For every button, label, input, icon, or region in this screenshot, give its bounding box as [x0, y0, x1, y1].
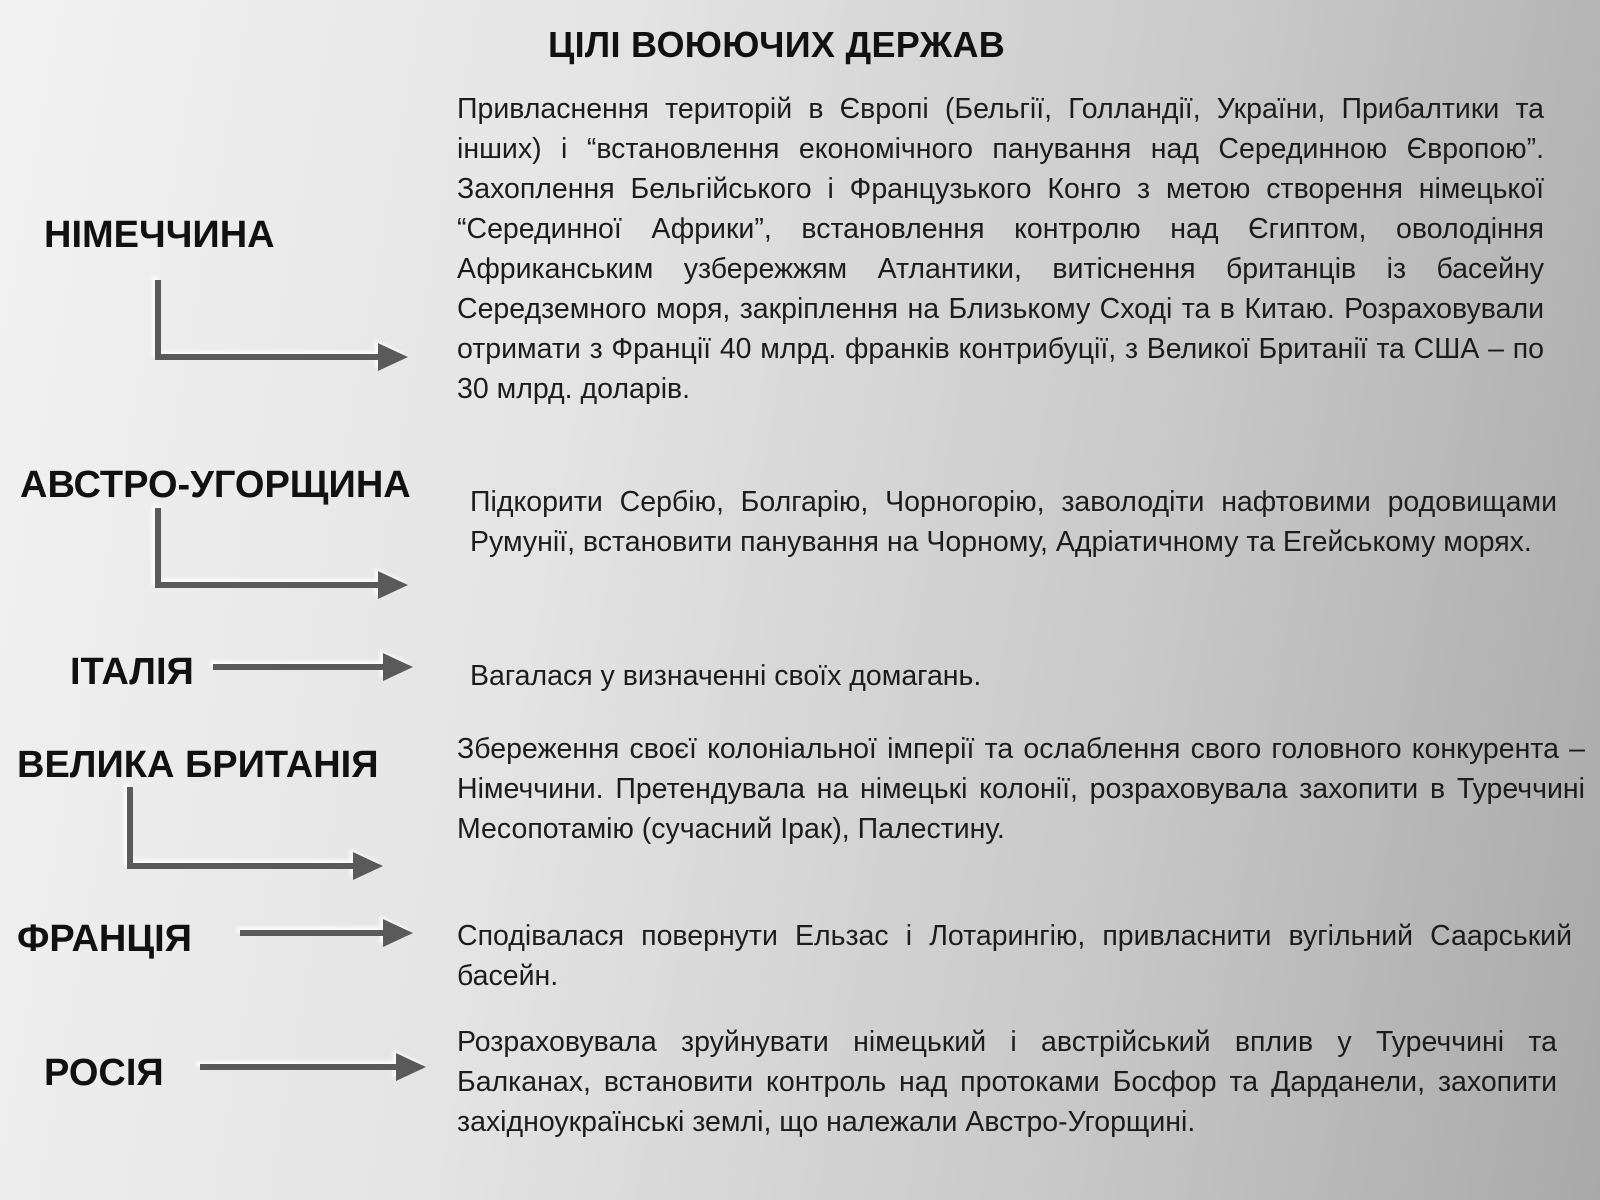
- france-straight-arrow-icon: [240, 919, 413, 947]
- country-germany: НІМЕЧЧИНА: [44, 214, 275, 256]
- great-britain-bent-arrow-icon: [130, 787, 383, 880]
- goal-italy: Вагалася у визначенні своїх домагань.: [470, 660, 982, 692]
- goal-great-britain: Збереження своєї колоніальної імперії та ослаблення свого головного конкурента – Німеччини. Претендувала на німецькі колонії, розраховувала захопити в Туреччині Месопотамію (сучасний Ірак), Палестину.: [457, 733, 1585, 845]
- goal-france: Сподівалася повернути Ельзас і Лотарингію, привласнити вугільний Саарський басейн.: [457, 920, 1572, 992]
- country-great-britain: ВЕЛИКА БРИТАНІЯ: [17, 744, 379, 786]
- country-austria-hungary: АВСТРО-УГОРЩИНА: [20, 464, 411, 506]
- country-france: ФРАНЦІЯ: [17, 918, 192, 960]
- italy-straight-arrow-icon: [213, 653, 413, 681]
- country-russia: РОСІЯ: [44, 1052, 164, 1094]
- goal-austria-hungary: Підкорити Сербію, Болгарію, Чорногорію, заволодіти нафтовими родовищами Румунії, встановити панування на Чорному, Адріатичному та Егейському морях.: [470, 486, 1557, 558]
- page-title: ЦІЛІ ВОЮЮЧИХ ДЕРЖАВ: [548, 24, 1006, 65]
- goal-germany: Привласнення територій в Європі (Бельгії, Голландії, України, Прибалтики та інших) і “встановлення економічного панування над Серединною Європою”. Захоплення Бельгійського і Французького Конго з метою створення німецької “Серединної Африки”, встановлення контролю над Єгиптом, оволодіння Африканським узбережжям Атлантики, витіснення британців із басейну Середземного моря, закріплення на Близькому Сході та в Китаю. Розраховували отримати з Франції 40 млрд. франків контрибуції, з Великої Британії та США – по 30 млрд. доларів.: [457, 93, 1544, 405]
- country-italy: ІТАЛІЯ: [70, 651, 194, 693]
- germany-bent-arrow-icon: [158, 280, 408, 371]
- goal-russia: Розраховувала зруйнувати німецький і австрійський вплив у Туреччині та Балканах, встановити контроль над протоками Босфор та Дарданели, захопити західноукраїнські землі, що належали Австро-Угорщині.: [457, 1026, 1557, 1138]
- austria-hungary-bent-arrow-icon: [158, 508, 408, 599]
- russia-straight-arrow-icon: [200, 1053, 426, 1081]
